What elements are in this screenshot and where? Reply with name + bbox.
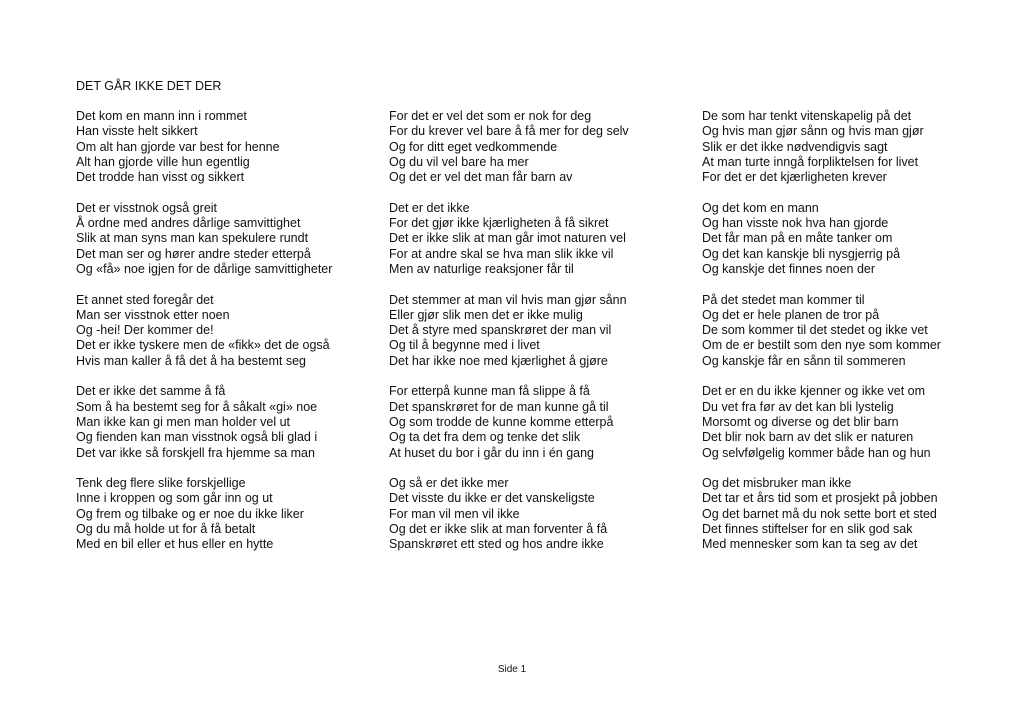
poem-line: Det får man på en måte tanker om — [702, 231, 893, 246]
stanza — [702, 109, 1002, 185]
poem-line: At man turte inngå forpliktelsen for livet — [702, 154, 919, 169]
poem-line: Som å ha bestemt seg for å såkalt «gi» noe — [76, 399, 318, 414]
poem-line: Det kom en mann inn i rommet — [76, 109, 247, 123]
poem-line: Spanskrøret ett sted og hos andre ikke — [389, 537, 604, 552]
stanza — [389, 384, 689, 460]
poem-line: Og til å begynne med i livet — [389, 338, 540, 353]
poem-line: Alt han gjorde ville hun egentlig — [76, 154, 250, 169]
stanza — [76, 384, 376, 460]
poem-title: DET GÅR IKKE DET DER — [76, 79, 222, 93]
poem-line: Det var ikke så forskjell fra hjemme sa man — [76, 445, 315, 460]
poem-column-2 — [389, 109, 689, 568]
poem-line: Og -hei! Der kommer de! — [76, 323, 214, 338]
poem-line: Slik er det ikke nødvendigvis sagt — [702, 139, 888, 154]
poem-line: Et annet sted foregår det — [76, 292, 214, 307]
poem-line: Det er visstnok også greit — [76, 200, 218, 215]
stanza — [389, 109, 689, 185]
stanza — [702, 384, 1002, 460]
poem-line: For det er det kjærligheten krever — [702, 170, 887, 185]
poem-line: Å ordne med andres dårlige samvittighet — [76, 216, 301, 231]
stanza — [76, 476, 376, 552]
poem-line: Det finnes stiftelser for en slik god sak — [702, 522, 913, 537]
poem-line: De som har tenkt vitenskapelig på det — [702, 109, 912, 123]
poem-line: Man ser visstnok etter noen — [76, 307, 230, 322]
stanza — [389, 476, 689, 552]
poem-line: Det er det ikke — [389, 200, 470, 215]
poem-line: Det tar et års tid som et prosjekt på jobben — [702, 491, 938, 506]
poem-line: De som kommer til det stedet og ikke vet — [702, 323, 928, 338]
poem-line: Og du vil vel bare ha mer — [389, 154, 529, 169]
stanza — [702, 201, 1002, 277]
poem-line: Det spanskrøret for de man kunne gå til — [389, 399, 609, 414]
poem-line: Tenk deg flere slike forskjellige — [76, 476, 246, 491]
poem-line: Og så er det ikke mer — [389, 476, 509, 491]
poem-line: Og som trodde de kunne komme etterpå — [389, 414, 614, 429]
poem-line: Det er ikke slik at man går imot naturen vel — [389, 231, 626, 246]
poem-line: Om alt han gjorde var best for henne — [76, 139, 280, 154]
poem-line: Det å styre med spanskrøret der man vil — [389, 323, 612, 338]
poem-line: Og kanskje får en sånn til sommeren — [702, 353, 906, 368]
poem-line: Det er ikke tyskere men de «fikk» det de også — [76, 338, 330, 353]
poem-line: Du vet fra før av det kan bli lystelig — [702, 399, 894, 414]
poem-line: Slik at man syns man kan spekulere rundt — [76, 231, 309, 246]
poem-column-3 — [702, 109, 1002, 568]
poem-line: Det trodde han visst og sikkert — [76, 170, 245, 185]
poem-line: Og frem og tilbake og er noe du ikke liker — [76, 506, 304, 521]
poem-line: Og du må holde ut for å få betalt — [76, 522, 256, 537]
poem-line: Og fienden kan man visstnok også bli glad i — [76, 430, 318, 445]
poem-line: Det man ser og hører andre steder etterpå — [76, 246, 311, 261]
stanza — [389, 293, 689, 369]
poem-line: For du krever vel bare å få mer for deg selv — [389, 124, 629, 139]
poem-line: Og ta det fra dem og tenke det slik — [389, 430, 581, 445]
poem-line: For det er vel det som er nok for deg — [389, 109, 592, 123]
poem-line: Og det misbruker man ikke — [702, 476, 852, 491]
stanza — [702, 476, 1002, 552]
poem-line: For etterpå kunne man få slippe å få — [389, 384, 590, 399]
poem-column-1 — [76, 109, 376, 568]
poem-line: Om de er bestilt som den nye som kommer — [702, 338, 941, 353]
stanza — [76, 293, 376, 369]
page-number: Side 1 — [497, 664, 527, 675]
poem-line: Og han visste nok hva han gjorde — [702, 216, 889, 231]
poem-line: På det stedet man kommer til — [702, 292, 865, 307]
poem-line: Og «få» noe igjen for de dårlige samvittigheter — [76, 261, 333, 276]
poem-line: Men av naturlige reaksjoner får til — [389, 261, 574, 276]
stanza — [702, 293, 1002, 369]
poem-line: Og det er hele planen de tror på — [702, 307, 880, 322]
poem-line: Og det kan kanskje bli nysgjerrig på — [702, 246, 901, 261]
poem-line: Og det kom en mann — [702, 200, 819, 215]
stanza — [76, 109, 376, 185]
poem-line: Det er ikke det samme å få — [76, 384, 226, 399]
poem-line: Og det er ikke slik at man forventer å få — [389, 522, 608, 537]
poem-line: Det blir nok barn av det slik er naturen — [702, 430, 914, 445]
poem-line: For man vil men vil ikke — [389, 506, 520, 521]
poem-line: Inne i kroppen og som går inn og ut — [76, 491, 273, 506]
poem-line: Han visste helt sikkert — [76, 124, 198, 139]
poem-line: Eller gjør slik men det er ikke mulig — [389, 307, 583, 322]
poem-line: Og hvis man gjør sånn og hvis man gjør — [702, 124, 924, 139]
poem-line: Og kanskje det finnes noen der — [702, 261, 876, 276]
poem-line: Og det er vel det man får barn av — [389, 170, 573, 185]
poem-line: Det stemmer at man vil hvis man gjør sånn — [389, 292, 627, 307]
poem-line: Det har ikke noe med kjærlighet å gjøre — [389, 353, 608, 368]
poem-line: Det er en du ikke kjenner og ikke vet om — [702, 384, 926, 399]
poem-line: Med mennesker som kan ta seg av det — [702, 537, 918, 552]
poem-line: Morsomt og diverse og det blir barn — [702, 414, 899, 429]
poem-line: For det gjør ikke kjærligheten å få sikret — [389, 216, 609, 231]
poem-line: Det visste du ikke er det vanskeligste — [389, 491, 595, 506]
poem-line: Og selvfølgelig kommer både han og hun — [702, 445, 931, 460]
stanza — [389, 201, 689, 277]
poem-line: Og for ditt eget vedkommende — [389, 139, 558, 154]
poem-line: For at andre skal se hva man slik ikke vil — [389, 246, 614, 261]
poem-line: Med en bil eller et hus eller en hytte — [76, 537, 274, 552]
poem-line: Og det barnet må du nok sette bort et sted — [702, 506, 937, 521]
poem-line: At huset du bor i går du inn i én gang — [389, 445, 595, 460]
poem-line: Man ikke kan gi men man holder vel ut — [76, 414, 290, 429]
poem-line: Hvis man kaller å få det å ha bestemt seg — [76, 353, 306, 368]
stanza — [76, 201, 376, 277]
